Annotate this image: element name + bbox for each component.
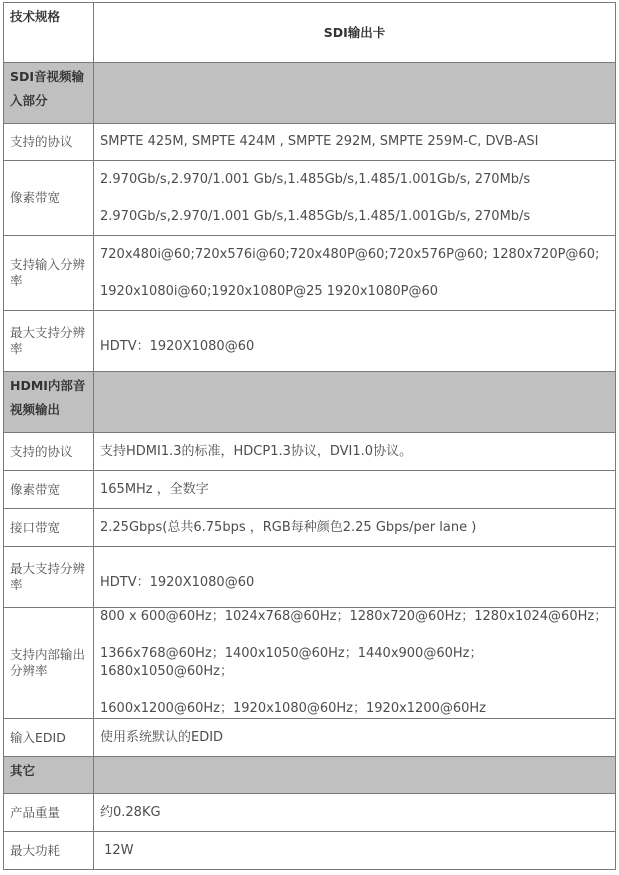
row-value-line: 720x480i@60;720x576i@60;720x480P@60;720x576P@60; 1280x720P@60; [100,246,600,262]
spec-table [3,2,616,870]
row-value-line: HDTV：1920X1080@60 [100,339,255,354]
row-value [94,236,616,311]
row-label: 输入EDID [4,719,94,757]
table-row [4,236,616,311]
row-value [94,471,616,509]
row-value-line: 支持HDMI1.3的标准，HDCP1.3协议，DVI1.0协议。 [100,443,413,459]
row-label: 支持内部输出分辨率 [4,608,94,719]
section-row [4,757,616,794]
table-row [4,719,616,757]
table-row [4,794,616,832]
section-fill [94,757,616,794]
row-value-line: 1366x768@60Hz；1400x1050@60Hz；1440x900@60Hz；1680x1050@60Hz； [100,646,483,679]
row-label: 产品重量 [4,794,94,832]
row-label: 像素带宽 [4,471,94,509]
row-label: 支持的协议 [4,433,94,471]
section-title: HDMI内部音视频输出 [4,372,94,433]
section-title: SDI音视频输入部分 [4,63,94,124]
row-label: 支持输入分辨率 [4,236,94,311]
section-row [4,372,616,433]
row-value-line: 800 x 600@60Hz；1024x768@60Hz；1280x720@60Hz；1280x1024@60Hz； [100,609,608,624]
row-label: 最大支持分辨率 [4,311,94,372]
row-value-line: 2.970Gb/s,2.970/1.001 Gb/s,1.485Gb/s,1.485/1.001Gb/s, 270Mb/s [100,208,531,224]
row-value [94,547,616,608]
row-label: 接口带宽 [4,509,94,547]
section-fill [94,63,616,124]
row-value-line: 2.970Gb/s,2.970/1.001 Gb/s,1.485Gb/s,1.485/1.001Gb/s, 270Mb/s [100,171,531,187]
row-value-line: 165MHz ，全数字 [100,481,209,497]
section-row [4,63,616,124]
row-value [94,608,616,719]
row-value [94,719,616,757]
table-row [4,608,616,719]
row-value [94,124,616,161]
table-row [4,547,616,608]
row-value-line: 1600x1200@60Hz；1920x1080@60Hz；1920x1200@60Hz [100,701,487,716]
header-title: SDI输出卡 [94,3,616,63]
row-label: 像素带宽 [4,161,94,236]
table-row [4,471,616,509]
table-row [4,311,616,372]
table-row [4,832,616,870]
row-value-line: SMPTE 425M, SMPTE 424M , SMPTE 292M, SMPTE 259M-C, DVB-ASI [100,134,539,149]
table-row [4,509,616,547]
header-label: 技术规格 [4,3,94,63]
row-value-line: 2.25Gbps(总共6.75bps ，RGB每种颜色2.25 Gbps/per lane ) [100,519,477,535]
row-value-line: 约0.28KG [100,804,161,820]
row-value [94,794,616,832]
row-label: 支持的协议 [4,124,94,161]
header-row [4,3,616,63]
section-title: 其它 [4,757,94,794]
section-fill [94,372,616,433]
row-label: 最大功耗 [4,832,94,870]
row-value-line: 使用系统默认的EDID [100,729,224,745]
table-row [4,161,616,236]
row-value-line: 12W [100,842,134,858]
row-value [94,509,616,547]
row-label: 最大支持分辨率 [4,547,94,608]
row-value [94,161,616,236]
row-value [94,832,616,870]
row-value-line: 1920x1080i@60;1920x1080P@25 1920x1080P@60 [100,283,439,299]
table-row [4,124,616,161]
table-row [4,433,616,471]
row-value-line: HDTV：1920X1080@60 [100,575,255,590]
row-value [94,311,616,372]
row-value [94,433,616,471]
